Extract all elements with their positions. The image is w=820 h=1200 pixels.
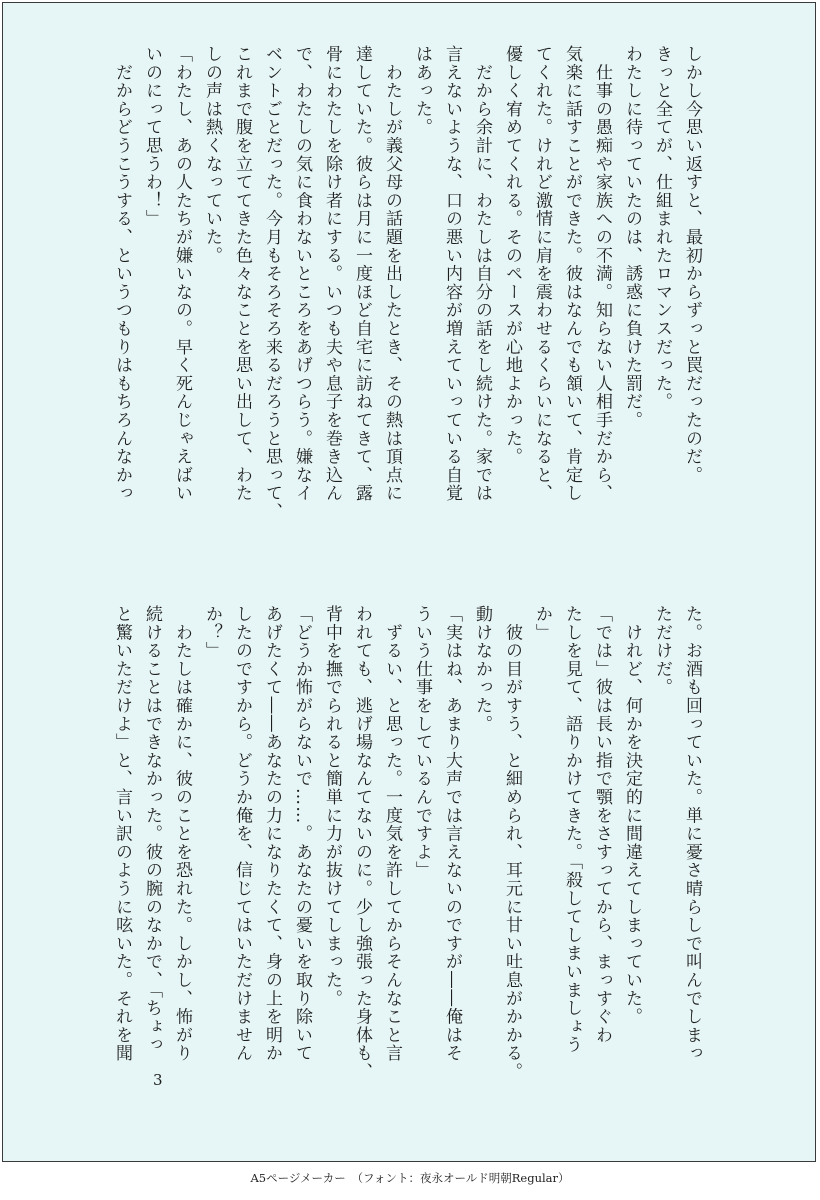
text-line: きっと全てが、仕組まれたロマンスだった。 — [652, 45, 672, 411]
text-line: ただけだ。 — [652, 605, 672, 697]
text-line: 「では」彼は長い指で顎をさすってから、まっすぐわ — [592, 605, 612, 1045]
text-line: はあった。 — [412, 45, 432, 137]
text-line: 続けることはできなかった。彼の腕のなかで、「ちょっ — [142, 605, 162, 1054]
text-line: か」 — [532, 605, 552, 642]
text-line: だから余計に、わたしは自分の話をし続けた。家では — [472, 45, 492, 503]
text-line: 「わたし、あの人たちが嫌いなの。早く死んじゃえばい — [172, 45, 192, 503]
text-line: 「実はね、あまり大声では言えないのですが――俺はそ — [442, 605, 462, 1063]
text-line: てくれた。けれど激情に肩を震わせるくらいになると、 — [532, 45, 552, 503]
text-line: あげたくて――あなたの力になりたくて、身の上を明か — [262, 605, 282, 1063]
text-line: わたしは確かに、彼のことを恐れた。しかし、怖がり — [172, 605, 192, 1063]
text-line: いのにって思うわ！」 — [142, 45, 162, 228]
text-line: けれど、何かを決定的に間違えてしまっていた。 — [622, 605, 642, 1026]
text-line: わたしが義父母の話題を出したとき、その熱は頂点に — [382, 45, 402, 503]
text-line: たしを見て、語りかけてきた。「殺してしまいましょう — [562, 605, 582, 1054]
text-line: 骨にわたしを除け者にする。いつも夫や息子を巻き込ん — [322, 45, 342, 503]
text-line: 「どうか怖がらないで……。あなたの憂いを取り除いて — [292, 605, 312, 1063]
text-block-bottom — [107, 605, 707, 1125]
text-line: したのですから。どうか俺を、信じてはいただけません — [232, 605, 252, 1063]
text-line: しの声は熱くなっていた。 — [202, 45, 222, 265]
text-line: ずるい、と思った。一度気を許してからそんなこと言 — [382, 605, 402, 1063]
text-line: だからどうこうする、というつもりはもちろんなかっ — [112, 45, 132, 503]
text-line: これまで腹を立ててきた色々なことを思い出して、わた — [232, 45, 252, 503]
text-line: 言えないような、口の悪い内容が増えていっている自覚 — [442, 45, 462, 503]
text-line: しかし今思い返すと、最初からずっと罠だったのだ。 — [682, 45, 702, 485]
text-line: 達していた。彼らは月に一度ほど自宅に訪ねてきて、露 — [352, 45, 372, 503]
text-block-top — [107, 45, 707, 565]
text-line: 背中を撫でられると簡単に力が抜けてしまった。 — [322, 605, 342, 1008]
text-line: 仕事の愚痴や家族への不満。知らない人相手だから、 — [592, 45, 612, 503]
text-line: た。お酒も回っていた。単に憂さ晴らしで叫んでしまっ — [682, 605, 702, 1063]
text-line: 優しく宥めてくれる。そのペースが心地よかった。 — [502, 45, 522, 466]
text-line: 動けなかった。 — [472, 605, 492, 734]
page-number: 3 — [153, 1071, 163, 1089]
text-line: と驚いただけよ」と、言い訳のように呟いた。それを聞 — [112, 605, 132, 1063]
text-line: 気楽に話すことができた。彼はなんでも頷いて、肯定し — [562, 45, 582, 503]
text-line: 彼の目がすう、と細められ、耳元に甘い吐息がかかる。 — [502, 605, 522, 1081]
text-line: わたしに待っていたのは、誘惑に負けた罰だ。 — [622, 45, 642, 430]
text-line: か？」 — [202, 605, 222, 660]
text-line: ういう仕事をしているんですよ」 — [412, 605, 432, 880]
text-line: われても、逃げ場なんてないのに。少し強張った身体も、 — [352, 605, 372, 1081]
text-line: ベントごとだった。今月もそろそろ来るだろうと思って、 — [262, 45, 282, 521]
manuscript-page — [2, 2, 816, 1162]
footer-caption: A5ページメーカー （フォント：夜永オールド明朝Regular） — [250, 1171, 570, 1185]
text-line: で、わたしの気に食わないところをあげつらう。嫌なイ — [292, 45, 312, 503]
